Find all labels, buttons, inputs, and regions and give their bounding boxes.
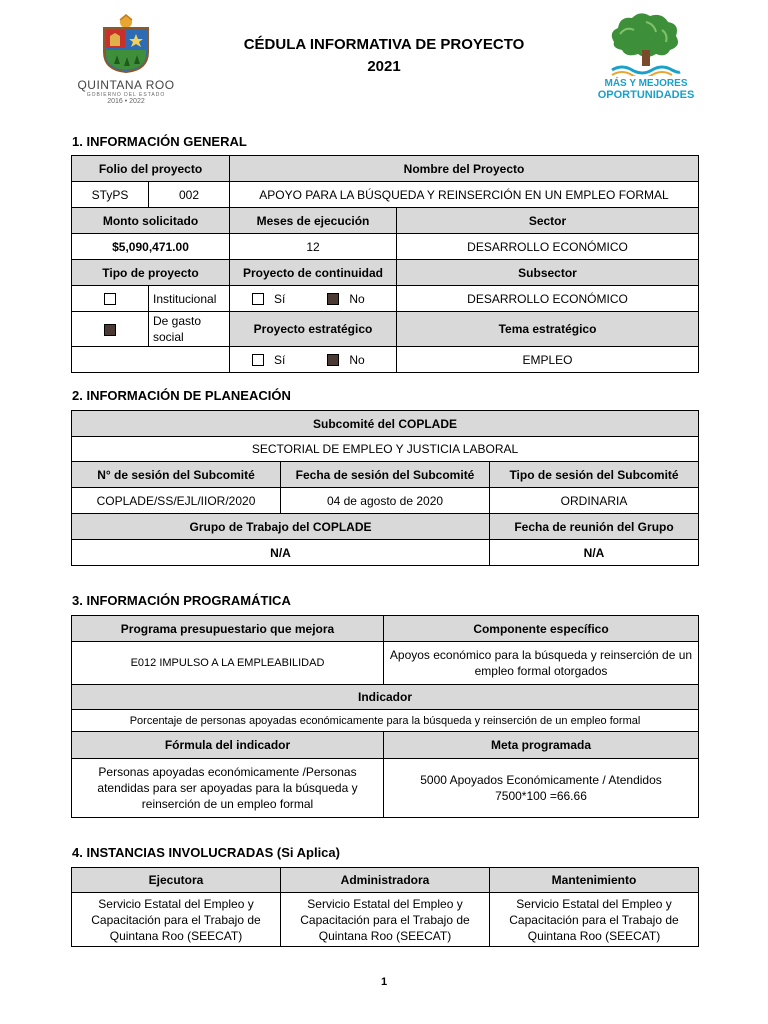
subcomite-value: SECTORIAL DE EMPLEO Y JUSTICIA LABORAL	[72, 437, 699, 462]
tipo-institucional-checkbox-cell[interactable]	[72, 286, 149, 312]
programmatic-info-table	[71, 615, 699, 818]
tipo-institucional-checkbox[interactable]	[104, 293, 116, 305]
folio-prefix: STyPS	[72, 182, 149, 208]
section-3-title: 3. INFORMACIÓN PROGRAMÁTICA	[72, 593, 291, 608]
oportunidades-logo	[590, 12, 702, 116]
meses-value: 12	[230, 234, 397, 260]
page-header	[0, 0, 768, 120]
page-number: 1	[380, 976, 388, 988]
formula-header: Fórmula del indicador	[72, 732, 384, 759]
meta-line-1: 5000 Apoyados Económicamente / Atendidos	[420, 773, 662, 787]
continuidad-header: Proyecto de continuidad	[230, 260, 397, 286]
state-years: 2016 • 2022	[107, 98, 145, 105]
tipo-sesion-header: Tipo de sesión del Subcomité	[490, 462, 699, 488]
meta-value	[384, 759, 699, 818]
tipo-sesion-value: ORDINARIA	[490, 488, 699, 514]
project-name: APOYO PARA LA BÚSQUEDA Y REINSERCIÓN EN UN EMPLEO FORMAL	[230, 182, 699, 208]
monto-value: $5,090,471.00	[72, 234, 230, 260]
administradora-header: Administradora	[281, 868, 490, 893]
slogan-line-1: MÁS Y MEJORES	[604, 78, 688, 89]
section-2-title: 2. INFORMACIÓN DE PLANEACIÓN	[72, 388, 291, 403]
tema-header: Tema estratégico	[397, 312, 699, 347]
ejecutora-header: Ejecutora	[72, 868, 281, 893]
fecha-sesion-header: Fecha de sesión del Subcomité	[281, 462, 490, 488]
fecha-sesion-value: 04 de agosto de 2020	[281, 488, 490, 514]
estrategico-options	[230, 347, 397, 373]
meta-header: Meta programada	[384, 732, 699, 759]
tipo-gasto-checkbox-cell[interactable]	[72, 312, 149, 347]
section-4-title: 4. INSTANCIAS INVOLUCRADAS (Si Aplica)	[72, 845, 340, 860]
tree-icon	[606, 12, 686, 76]
empty-cell	[72, 347, 230, 373]
estrategico-no-label: No	[349, 352, 365, 367]
continuidad-options	[230, 286, 397, 312]
meses-header: Meses de ejecución	[230, 208, 397, 234]
continuidad-no-label: No	[349, 291, 365, 306]
title-line-1: CÉDULA INFORMATIVA DE PROYECTO	[243, 36, 525, 53]
nombre-header: Nombre del Proyecto	[230, 156, 699, 182]
continuidad-no-checkbox[interactable]	[327, 293, 339, 305]
subsector-value: DESARROLLO ECONÓMICO	[397, 286, 699, 312]
mantenimiento-header: Mantenimiento	[490, 868, 699, 893]
mantenimiento-value: Servicio Estatal del Empleo y Capacitación para el Trabajo de Quintana Roo (SEECAT)	[490, 893, 699, 947]
indicador-header: Indicador	[72, 685, 699, 710]
slogan-line-2: OPORTUNIDADES	[597, 89, 695, 101]
subsector-header: Subsector	[397, 260, 699, 286]
general-info-table	[71, 155, 699, 373]
sesion-value: COPLADE/SS/EJL/IIOR/2020	[72, 488, 281, 514]
state-name: QUINTANA ROO	[77, 78, 175, 92]
programa-header: Programa presupuestario que mejora	[72, 616, 384, 642]
folio-number: 002	[149, 182, 230, 208]
administradora-value: Servicio Estatal del Empleo y Capacitación para el Trabajo de Quintana Roo (SEECAT)	[281, 893, 490, 947]
grupo-header: Grupo de Trabajo del COPLADE	[72, 514, 490, 540]
continuidad-si-label: Sí	[274, 291, 286, 306]
subcomite-header: Subcomité del COPLADE	[72, 411, 699, 437]
tema-value: EMPLEO	[397, 347, 699, 373]
componente-header: Componente específico	[384, 616, 699, 642]
estrategico-si-label: Sí	[274, 352, 286, 367]
sector-header: Sector	[397, 208, 699, 234]
continuidad-si-checkbox[interactable]	[252, 293, 264, 305]
tipo-header: Tipo de proyecto	[72, 260, 230, 286]
ejecutora-value: Servicio Estatal del Empleo y Capacitación para el Trabajo de Quintana Roo (SEECAT)	[72, 893, 281, 947]
programa-value: E012 IMPULSO A LA EMPLEABILIDAD	[72, 642, 384, 685]
grupo-value: N/A	[72, 540, 490, 566]
indicador-value: Porcentaje de personas apoyadas económicamente para la búsqueda y reinserción de un empleo formal	[72, 710, 699, 732]
planning-info-table	[71, 410, 699, 566]
state-subtitle: GOBIERNO DEL ESTADO	[86, 92, 166, 98]
tipo-gasto-social-label: De gasto social	[149, 312, 230, 347]
formula-value: Personas apoyadas económicamente /Personas atendidas para ser apoyadas para la búsqueda y reinserción de un empleo formal	[72, 759, 384, 818]
componente-value: Apoyos económico para la búsqueda y reinserción de un empleo formal otorgados	[384, 642, 699, 685]
instances-table	[71, 867, 699, 947]
reunion-value: N/A	[490, 540, 699, 566]
tipo-institucional-label: Institucional	[149, 286, 230, 312]
estrategico-si-checkbox[interactable]	[252, 354, 264, 366]
section-1-title: 1. INFORMACIÓN GENERAL	[72, 134, 247, 149]
tipo-gasto-social-checkbox[interactable]	[104, 324, 116, 336]
title-line-2: 2021	[367, 58, 401, 75]
sesion-header: N° de sesión del Subcomité	[72, 462, 281, 488]
folio-header: Folio del proyecto	[72, 156, 230, 182]
reunion-header: Fecha de reunión del Grupo	[490, 514, 699, 540]
estrategico-header: Proyecto estratégico	[230, 312, 397, 347]
sector-value: DESARROLLO ECONÓMICO	[397, 234, 699, 260]
estrategico-no-checkbox[interactable]	[327, 354, 339, 366]
monto-header: Monto solicitado	[72, 208, 230, 234]
meta-line-2: 7500*100 =66.66	[495, 789, 587, 803]
